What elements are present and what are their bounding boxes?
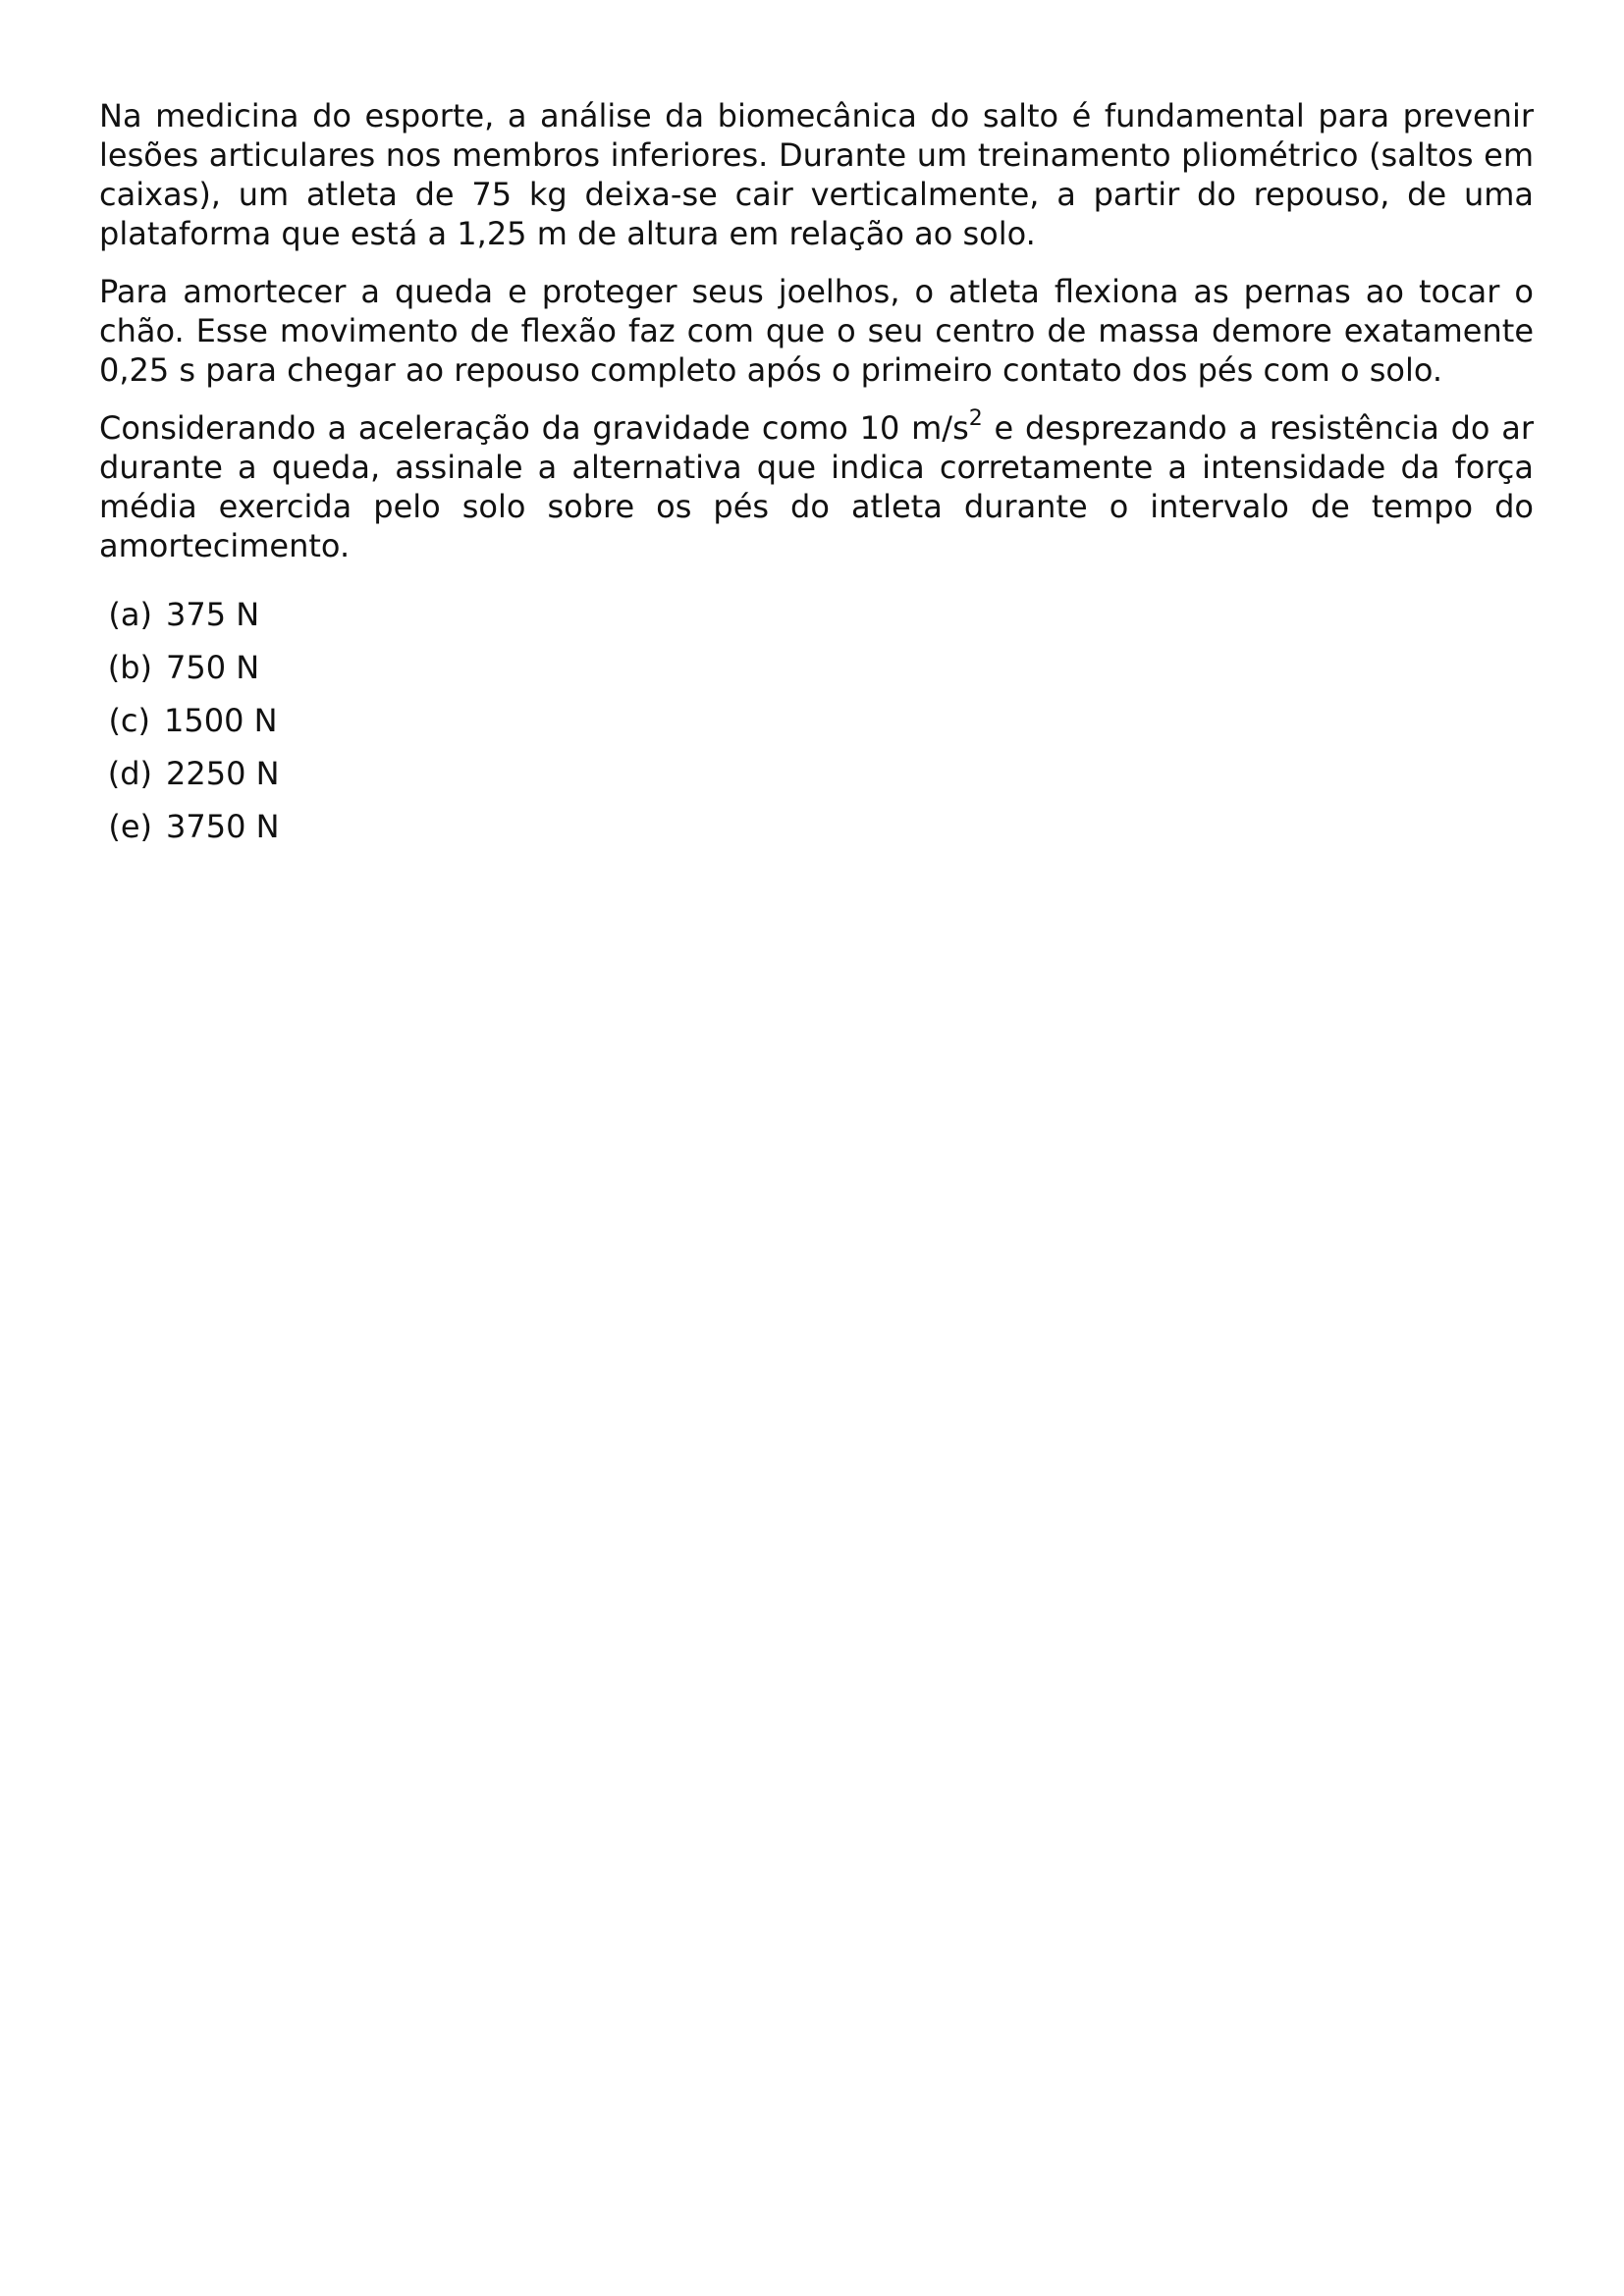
question-paragraph-2: Para amortecer a queda e proteger seus joelhos, o atleta flexiona as pernas ao tocar o chão. Esse movimento de flexão faz com que o seu centro de massa demore exatamente 0,25 s para chegar ao repouso completo após o primeiro contato dos pés com o solo. [99, 273, 1534, 389]
answer-options-list [99, 595, 1534, 860]
option-text: 750 N [166, 649, 260, 686]
option-text: 3750 N [166, 808, 280, 845]
option-letter: (a) [108, 596, 152, 633]
document-page [99, 96, 1534, 860]
option-letter: (d) [107, 755, 152, 792]
question-paragraph-1: Na medicina do esporte, a análise da biomecânica do salto é fundamental para prevenir lesões articulares nos membros inferiores. Durante um treinamento pliométrico (saltos em caixas), um atleta de 75 kg deixa-se cair verticalmente, a partir do repouso, de uma plataforma que está a 1,25 m de altura em relação ao solo. [99, 97, 1534, 252]
superscript-exponent: 2 [968, 406, 983, 431]
option-letter: (e) [108, 808, 152, 845]
answer-option-b[interactable] [99, 648, 1534, 701]
question-paragraph-3 [99, 408, 1534, 565]
answer-option-a[interactable] [99, 595, 1534, 648]
option-text: 1500 N [164, 702, 278, 739]
option-letter: (b) [107, 649, 152, 686]
answer-option-c[interactable] [99, 701, 1534, 754]
answer-option-e[interactable] [99, 807, 1534, 860]
option-text: 375 N [166, 596, 260, 633]
answer-option-d[interactable] [99, 754, 1534, 807]
option-letter: (c) [108, 702, 150, 739]
paragraph-3-text-start: Considerando a aceleração da gravidade como 10 m/s [99, 409, 969, 447]
paragraph-3-text-end: e desprezando a resistência do ar durante a queda, assinale a alternativa que indica corretamente a intensidade da força média exercida pelo solo sobre os pés do atleta durante o intervalo de tempo do amortecimento. [99, 409, 1535, 564]
option-text: 2250 N [166, 755, 280, 792]
